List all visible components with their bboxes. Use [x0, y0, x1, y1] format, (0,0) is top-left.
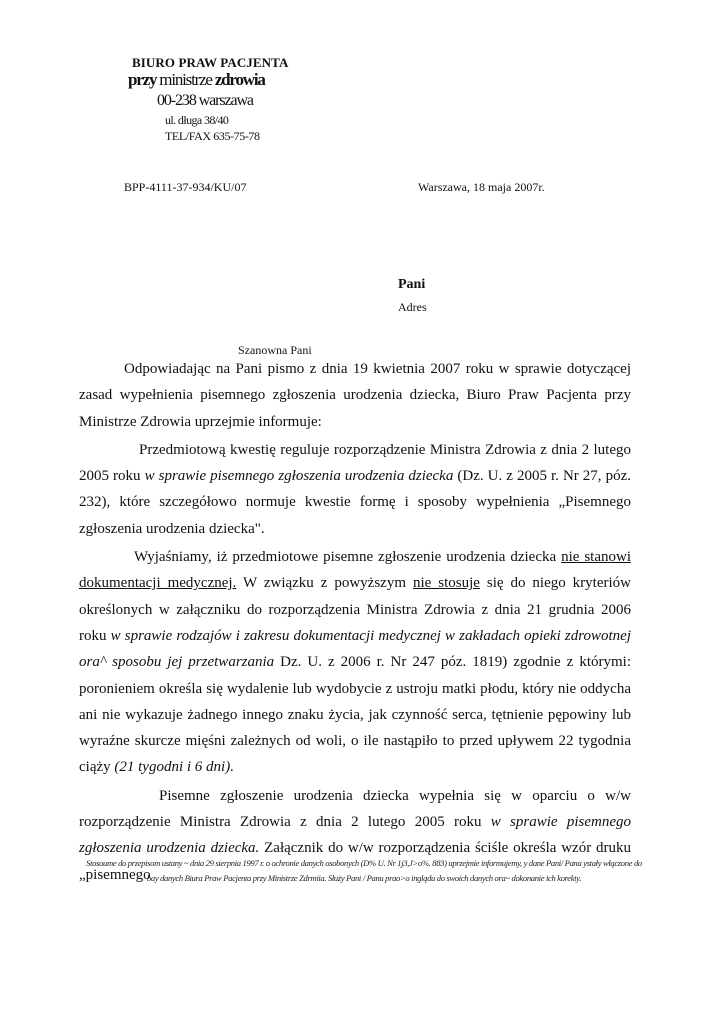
- recipient-address: Adres: [398, 300, 427, 314]
- letterhead-street: ul. długa 38/40: [165, 113, 229, 127]
- paragraph-3-text-2: W związku z powyższym: [236, 575, 413, 592]
- paragraph-2-text: Przedmiotową kwestię reguluje rozporządzenie Ministra Zdrowia z dnia 2 lutego 2005 roku: [79, 441, 631, 485]
- footnote-line-1: Stosoume do przepisom ustany ~ dnia 29 sierpnia 1997 r. o ochronie danych osobonych (D% U. Nr 1j3,J>o%. 883) uprzejmie informujemy, y dane Pani/ Pana ystały włączone do: [86, 858, 642, 868]
- paragraph-4-text: Pisemne zgłoszenie urodzenia dziecka wypełnia się w oparciu o w/w rozporządzenie Ministra Zdrowia z dnia 2 lutego 2005 roku: [79, 787, 631, 831]
- paragraph-3-gestation-note: (21 tygodni i 6 dni).: [114, 759, 234, 776]
- letterhead-phone-fax: TEL/FAX 635-75-78: [165, 129, 260, 143]
- paragraph-1: Odpowiadając na Pani pismo z dnia 19 kwietnia 2007 roku w sprawie dotyczącej zasad wypełnienia pisemnego zgłoszenia urodzenia dziecka, Biuro Praw Pacjenta przy Ministrze Zdrowia uprzejmie informuje:: [79, 361, 631, 430]
- letterhead-przy: przy: [128, 70, 157, 89]
- paragraph-3-text-3: się do niego kryteriów określonych w załączniku do rozporządzenia Ministra Zdrowia z dnia 21 grudnia 2006 roku: [79, 575, 631, 644]
- place-date: Warszawa, 18 maja 2007r.: [418, 180, 545, 194]
- paragraph-3: [79, 544, 631, 781]
- paragraph-3-text-4: Dz. U. z 2006 r. Nr 247 póz. 1819) zgodnie z którymi: poronieniem określa się wydalenie lub wydobycie z ustroju matki płodu, który nie oddycha ani nie wykazuje żadnego innego znaku życia, jak czynność serca, tętnienie pępowiny lub wyraźne skurcze mięśni zależnych od woli, o ile nastąpiło to przed upływem 22 tygodnia ciąży: [79, 654, 631, 776]
- paragraph-2: [79, 437, 631, 542]
- letterhead-postcode-city: 00-238 warszawa: [157, 92, 253, 109]
- footnote-line-2: bay danych Biura Praw Pacjenta przy Ministrze Zdrmiia. Służy Pani / Panu prao>o inglądu do swoich danych ora~ dokonanie ich korekty.: [146, 873, 582, 883]
- paragraph-3-text: Wyjaśniamy, iż przedmiotowe pisemne zgłoszenie urodzenia dziecka: [134, 549, 562, 566]
- footnote-privacy-notice: [66, 856, 662, 886]
- paragraph-4-text-end: Załącznik do w/w rozporządzenia ściśle określa wzór druku „pisemnego: [79, 840, 631, 883]
- paragraph-4-regulation-title: w sprawie pisemnego zgłoszenia urodzenia dziecka.: [79, 814, 631, 857]
- paragraph-2-regulation-title: w sprawie pisemnego zgłoszenia urodzenia dziecka: [144, 468, 454, 485]
- letterhead-zdrowia: zdrowia: [214, 70, 265, 89]
- letterhead-office-name: BIURO PRAW PACJENTA: [132, 55, 289, 70]
- salutation: Szanowna Pani: [238, 343, 312, 357]
- paragraph-2-text-end: (Dz. U. z 2005 r. Nr 27, póz. 232), które szczegółowo normuje kwestie formę i sposoby wypełnienia „Pisemnego zgłoszenia urodzenia dziecka".: [79, 468, 631, 537]
- paragraph-3-regulation-title: w sprawie rodzajów i zakresu dokumentacji medycznej w zakładach opieki zdrowotnej ora^ sposobu jej przetwarzania: [79, 627, 631, 671]
- recipient-name: Pani: [398, 277, 426, 292]
- letter-body: [79, 356, 631, 888]
- paragraph-3-underlined-not-applied: nie stosuje: [412, 575, 480, 592]
- letterhead-ministry: [128, 70, 265, 90]
- letterhead-ministrze: ministrze: [156, 70, 215, 89]
- paragraph-3-underlined-not-medical-doc: nie stanowi dokumentacji medycznej.: [79, 549, 631, 592]
- reference-number: BPP-4111-37-934/KU/07: [124, 180, 247, 194]
